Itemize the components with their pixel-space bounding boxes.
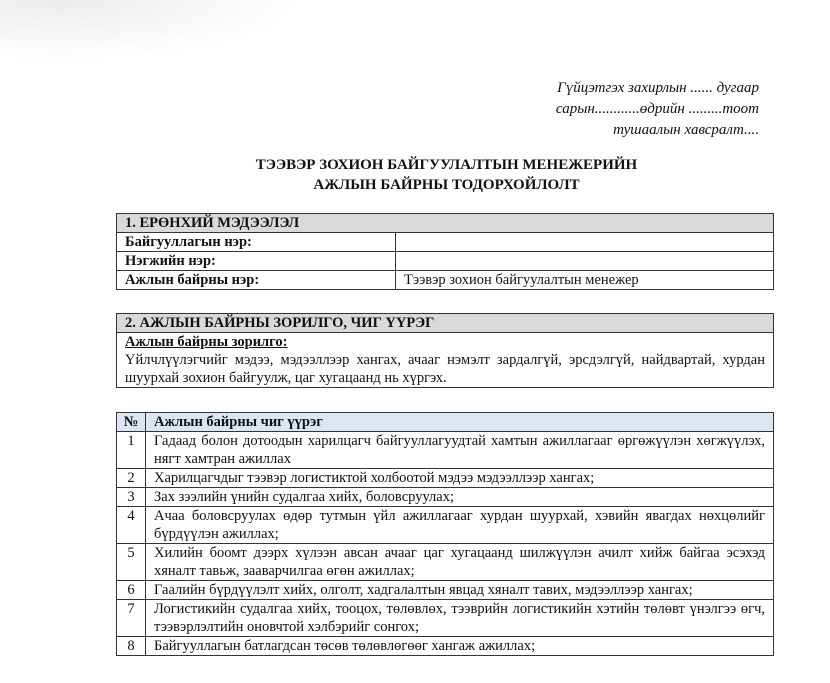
position-name-label: Ажлын байрны нэр: [117,271,396,290]
table-row [117,581,774,600]
duty-text: Зах зээлийн үнийн судалгаа хийх, боловсруулах; [146,488,774,507]
duty-text: Ачаа боловсруулах өдөр тутмын үйл ажиллагааг хурдан шуурхай, хэвийн явагдах нөхцөлийг бүрдүүлэн ажиллах; [146,507,774,544]
unit-name-value [396,252,774,271]
table-row [117,507,774,544]
org-name-value [396,233,774,252]
order-ref-line-3: тушаалын хавсралт.... [613,122,759,138]
position-name-value: Тээвэр зохион байгуулалтын менежер [396,271,774,290]
order-ref-line-2: сарын............өдрийн .........тоот [555,101,759,117]
table-row [117,544,774,581]
document-title [0,155,830,195]
duty-number: 1 [117,432,146,469]
table-row [117,600,774,637]
table-row [117,233,774,252]
duty-text: Логистикийн судалгаа хийх, тооцох, төлөвлөх, тээврийн логистикийн хэтийн төлөвт үнэлгээ өгч, тээвэрлэлтийн оновчтой хэлбэрийг сонгох; [146,600,774,637]
title-line-1: ТЭЭВЭР ЗОХИОН БАЙГУУЛАЛТЫН МЕНЕЖЕРИЙН [255,157,638,173]
duty-number: 5 [117,544,146,581]
table-row [117,252,774,271]
duty-number: 4 [117,507,146,544]
duty-text: Байгууллагын батлагдсан төсөв төлөвлөгөөг хангаж ажиллах; [146,637,774,656]
duty-text: Гаалийн бүрдүүлэлт хийх, олголт, хадгалалтын явцад хяналт тавих, мэдээллээр хангах; [146,581,774,600]
goal-text: Үйлчлүүлэгчийг мэдээ, мэдээллээр хангах, ачааг нэмэлт зардалгүй, эрсдэлгүй, найдвартай, хурдан шуурхай зохион байгуулж, цаг хугацаанд нь хүргэх. [125,352,765,386]
title-line-2: АЖЛЫН БАЙРНЫ ТОДОРХОЙЛОЛТ [313,177,580,193]
duty-number: 8 [117,637,146,656]
duty-number: 6 [117,581,146,600]
unit-name-label: Нэгжийн нэр: [117,252,396,271]
duty-text: Харилцагчдыг тээвэр логистиктой холбоотой мэдээ мэдээллээр хангах; [146,469,774,488]
org-name-label: Байгууллагын нэр: [117,233,396,252]
general-info-table [116,213,774,290]
order-reference [556,78,759,141]
duties-table [116,412,774,656]
duty-number: 2 [117,469,146,488]
duties-title-header: Ажлын байрны чиг үүрэг [146,413,774,432]
duty-number: 7 [117,600,146,637]
purpose-table [116,313,774,388]
section-1-heading: 1. ЕРӨНХИЙ МЭДЭЭЛЭЛ [117,214,774,233]
table-row [117,488,774,507]
table-row [117,271,774,290]
table-row [117,469,774,488]
duty-text: Хилийн боомт дээрх хүлээн авсан ачааг цаг хугацаанд шилжүүлэн ачилт хийж байгаа эсэхэд хяналт тавьж, зааварчилгаа өгөн ажиллах; [146,544,774,581]
order-ref-line-1: Гүйцэтгэх захирлын ...... дугаар [557,80,759,96]
goal-title: Ажлын байрны зорилго: [125,334,288,350]
table-row [117,637,774,656]
duties-number-header: № [117,413,146,432]
duty-text: Гадаад болон дотоодын харилцагч байгууллагуудтай хамтын ажиллагааг өргөжүүлэн хөгжүүлэх, нягт хамтран ажиллах [146,432,774,469]
section-2-heading: 2. АЖЛЫН БАЙРНЫ ЗОРИЛГО, ЧИГ ҮҮРЭГ [117,314,774,333]
table-row [117,432,774,469]
duty-number: 3 [117,488,146,507]
page-corner-shadow [0,0,300,60]
goal-cell [117,333,774,388]
